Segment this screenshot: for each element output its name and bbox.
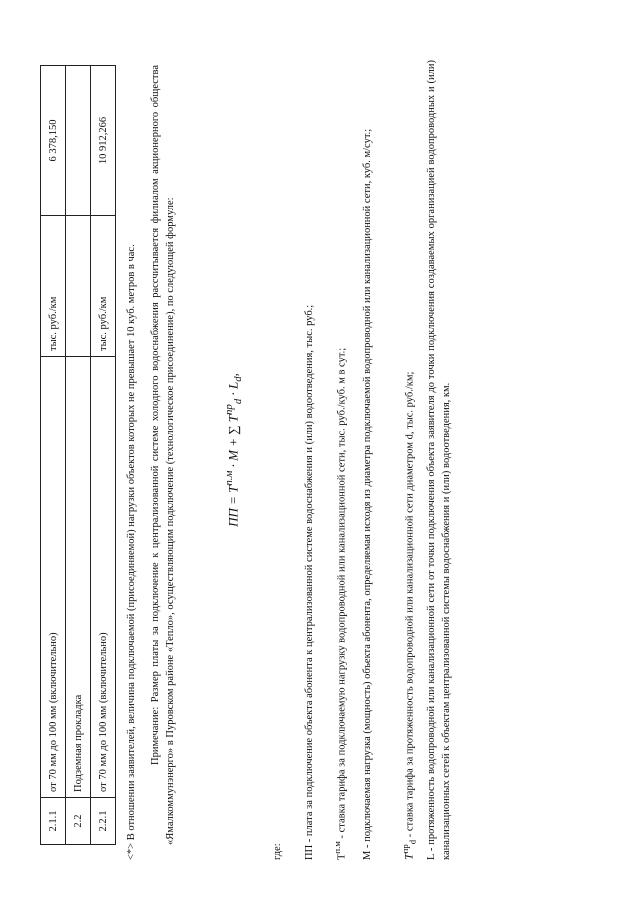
table-row (91, 66, 116, 845)
row-description: от 70 мм до 100 мм (включительно) (41, 357, 66, 798)
definition-l: L - протяженность водопроводной или канализационной сети от точки подключения объекта заявителя до точки подключения создаваемых организацией водопроводных и (или) канализационных сетей к объектам централизованной системы водоснабжения и (или) водоотведения, км. (426, 60, 452, 860)
definition-text: - ставка тарифа за протяженность водопроводной или канализационной сети диаметром d, тыс. руб./км; (404, 371, 416, 840)
row-description: от 70 мм до 100 мм (включительно) (91, 357, 116, 798)
footnote: <*> В отношении заявителей, величина подключаемой (присоединяемой) нагрузки объектов которых не превышает 10 куб. метров в час. (126, 244, 137, 860)
definition-text: - ставка тарифа за подключаемую нагрузку водопроводной или канализационной сети, тыс. руб./куб. м в сут.; (336, 347, 348, 842)
formula-subscript: d (231, 398, 244, 405)
definition-superscript: п.м (332, 841, 342, 854)
formula-subscript: d (231, 376, 244, 382)
note-paragraph (148, 65, 178, 845)
row-unit: тыс. руб./км (91, 216, 116, 357)
definition-symbol: Т (336, 853, 348, 860)
row-number: 2.2 (66, 798, 91, 845)
tariff-table (40, 65, 116, 845)
formula-part: ПП = Т (225, 485, 241, 527)
where-label: где: (272, 843, 283, 860)
definition-tpm (330, 60, 350, 860)
formula-superscript: пр (223, 404, 235, 415)
table-row (41, 66, 66, 845)
formula-part: · M + ∑ Т (225, 414, 241, 471)
note-text: Примечание: Размер платы за подключение к централизованной системе холодного водоснабжения рассчитывается филиалом акционерного общества «Ямалкоммунэнерго» в Пуровском районе «Тепло», осуществляющим подключение (технологическое присоединение), по следующей формуле: (150, 65, 176, 845)
definition-symbol: Т (401, 853, 416, 860)
fee-formula (222, 40, 246, 860)
definition-m: М - подключаемая нагрузка (мощность) объекта абонента, определяемая исходя из диаметра подключаемой водопроводной или канализационной сети, куб. м/сут.; (362, 128, 373, 860)
definition-subscript: d (407, 839, 418, 845)
row-description: Подземная прокладка (66, 357, 91, 798)
row-value: 10 912,266 (91, 66, 116, 216)
formula-part: , (225, 373, 241, 377)
definition-pp: ПП - плата за подключение объекта абонента к централизованной системе водоснабжения и (или) водоотведения, тыс. руб.; (304, 304, 315, 860)
table-row (66, 66, 91, 845)
row-value: 6 378,150 (41, 66, 66, 216)
formula-superscript: п.м (223, 470, 235, 486)
row-unit: тыс. руб./км (41, 216, 66, 357)
row-number: 2.1.1 (41, 798, 66, 845)
rotated-page (40, 40, 455, 860)
formula-part: · L (225, 381, 241, 399)
row-number: 2.2.1 (91, 798, 116, 845)
definition-tpr (398, 60, 421, 860)
definition-superscript: пр (400, 844, 410, 854)
row-unit (66, 216, 91, 357)
row-value (66, 66, 91, 216)
